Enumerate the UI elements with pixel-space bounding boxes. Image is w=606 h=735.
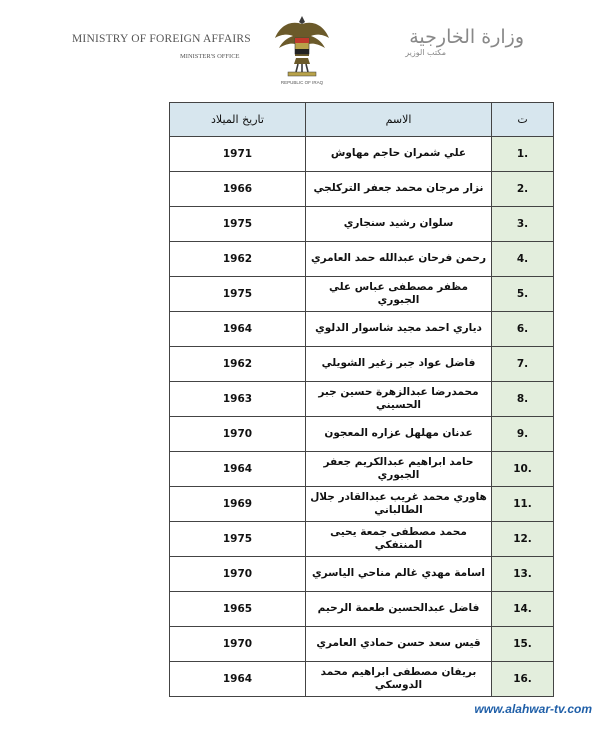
table-row bbox=[170, 592, 554, 627]
row-number: 7. bbox=[516, 358, 529, 370]
row-name: مظفر مصطفى عباس علي الجبوري bbox=[306, 277, 492, 312]
row-name: قيس سعد حسن حمادي العامري bbox=[306, 627, 492, 662]
row-name: سلوان رشيد سنجاري bbox=[306, 207, 492, 242]
table-row bbox=[170, 347, 554, 382]
row-name: عدنان مهلهل عزاره المعجون bbox=[306, 417, 492, 452]
row-name: دياري احمد مجيد شاسوار الدلوي bbox=[306, 312, 492, 347]
table-row bbox=[170, 242, 554, 277]
emblem-caption: REPUBLIC OF IRAQ bbox=[280, 80, 324, 85]
row-birth-year: 1964 bbox=[170, 452, 306, 487]
row-name: بريفان مصطفى ابراهيم محمد الدوسكي bbox=[306, 662, 492, 697]
table-row bbox=[170, 172, 554, 207]
row-number-cell bbox=[492, 347, 554, 382]
site-watermark: www.alahwar-tv.com bbox=[468, 701, 598, 717]
row-name: نزار مرجان محمد جعفر التركلجي bbox=[306, 172, 492, 207]
office-name-english: MINISTER'S OFFICE bbox=[180, 53, 240, 60]
row-name: فاضل عواد جبر زغير الشويلي bbox=[306, 347, 492, 382]
row-number: 13. bbox=[513, 568, 532, 580]
table-row bbox=[170, 137, 554, 172]
row-number: 6. bbox=[516, 323, 529, 335]
row-name: محمدرضا عبدالزهرة حسين جبر الحسيني bbox=[306, 382, 492, 417]
row-birth-year: 1975 bbox=[170, 207, 306, 242]
row-number-cell bbox=[492, 662, 554, 697]
row-birth-year: 1966 bbox=[170, 172, 306, 207]
row-number-cell bbox=[492, 487, 554, 522]
iraq-eagle-emblem-icon bbox=[272, 12, 332, 80]
table-row bbox=[170, 522, 554, 557]
table-body bbox=[170, 137, 554, 697]
row-number-cell bbox=[492, 522, 554, 557]
row-number-cell bbox=[492, 242, 554, 277]
row-number: 3. bbox=[516, 218, 529, 230]
table-row bbox=[170, 662, 554, 697]
table-row bbox=[170, 312, 554, 347]
row-birth-year: 1964 bbox=[170, 312, 306, 347]
row-number-cell bbox=[492, 172, 554, 207]
table-row bbox=[170, 277, 554, 312]
table-row bbox=[170, 452, 554, 487]
row-birth-year: 1964 bbox=[170, 662, 306, 697]
row-number-cell bbox=[492, 312, 554, 347]
header-number: ت bbox=[492, 103, 554, 137]
row-number-cell bbox=[492, 207, 554, 242]
table-header-row bbox=[170, 103, 554, 137]
table-row bbox=[170, 627, 554, 662]
row-number: 14. bbox=[513, 603, 532, 615]
row-number-cell bbox=[492, 557, 554, 592]
row-birth-year: 1969 bbox=[170, 487, 306, 522]
row-birth-year: 1975 bbox=[170, 522, 306, 557]
row-name: محمد مصطفى جمعة يحيى المنتفكي bbox=[306, 522, 492, 557]
table-row bbox=[170, 207, 554, 242]
row-birth-year: 1963 bbox=[170, 382, 306, 417]
ministry-name-arabic: وزارة الخارجية bbox=[409, 26, 524, 48]
row-birth-year: 1962 bbox=[170, 242, 306, 277]
row-number: 5. bbox=[516, 288, 529, 300]
row-number-cell bbox=[492, 382, 554, 417]
row-number: 11. bbox=[513, 498, 532, 510]
row-number-cell bbox=[492, 452, 554, 487]
row-number-cell bbox=[492, 277, 554, 312]
row-name: فاضل عبدالحسين طعمة الرحيم bbox=[306, 592, 492, 627]
row-number: 4. bbox=[516, 253, 529, 265]
row-birth-year: 1962 bbox=[170, 347, 306, 382]
table-row bbox=[170, 382, 554, 417]
row-number: 1. bbox=[516, 148, 529, 160]
row-birth-year: 1975 bbox=[170, 277, 306, 312]
ministry-name-english: MINISTRY OF FOREIGN AFFAIRS bbox=[72, 33, 251, 45]
row-number: 12. bbox=[513, 533, 532, 545]
row-number-cell bbox=[492, 592, 554, 627]
header-name: الاسم bbox=[306, 103, 492, 137]
row-number: 15. bbox=[513, 638, 532, 650]
row-number: 8. bbox=[516, 393, 529, 405]
header-birth-year: تاريخ الميلاد bbox=[170, 103, 306, 137]
row-birth-year: 1970 bbox=[170, 417, 306, 452]
table-row bbox=[170, 487, 554, 522]
row-birth-year: 1971 bbox=[170, 137, 306, 172]
table-row bbox=[170, 417, 554, 452]
row-number-cell bbox=[492, 627, 554, 662]
row-number-cell bbox=[492, 137, 554, 172]
row-number: 10. bbox=[513, 463, 532, 475]
row-number: 16. bbox=[513, 673, 532, 685]
office-name-arabic: مكتب الوزير bbox=[405, 48, 446, 57]
row-number-cell bbox=[492, 417, 554, 452]
row-name: هاوري محمد غريب عبدالقادر جلال الطالباني bbox=[306, 487, 492, 522]
row-name: رحمن فرحان عبدالله حمد العامري bbox=[306, 242, 492, 277]
row-birth-year: 1970 bbox=[170, 557, 306, 592]
row-number: 2. bbox=[516, 183, 529, 195]
row-number: 9. bbox=[516, 428, 529, 440]
row-birth-year: 1965 bbox=[170, 592, 306, 627]
row-name: حامد ابراهيم عبدالكريم جعفر الجبوري bbox=[306, 452, 492, 487]
table-row bbox=[170, 557, 554, 592]
letterhead bbox=[0, 0, 606, 100]
row-name: اسامة مهدي غالم مناحي الياسري bbox=[306, 557, 492, 592]
row-birth-year: 1970 bbox=[170, 627, 306, 662]
names-table bbox=[169, 102, 554, 697]
row-name: علي شمران حاجم مهاوش bbox=[306, 137, 492, 172]
